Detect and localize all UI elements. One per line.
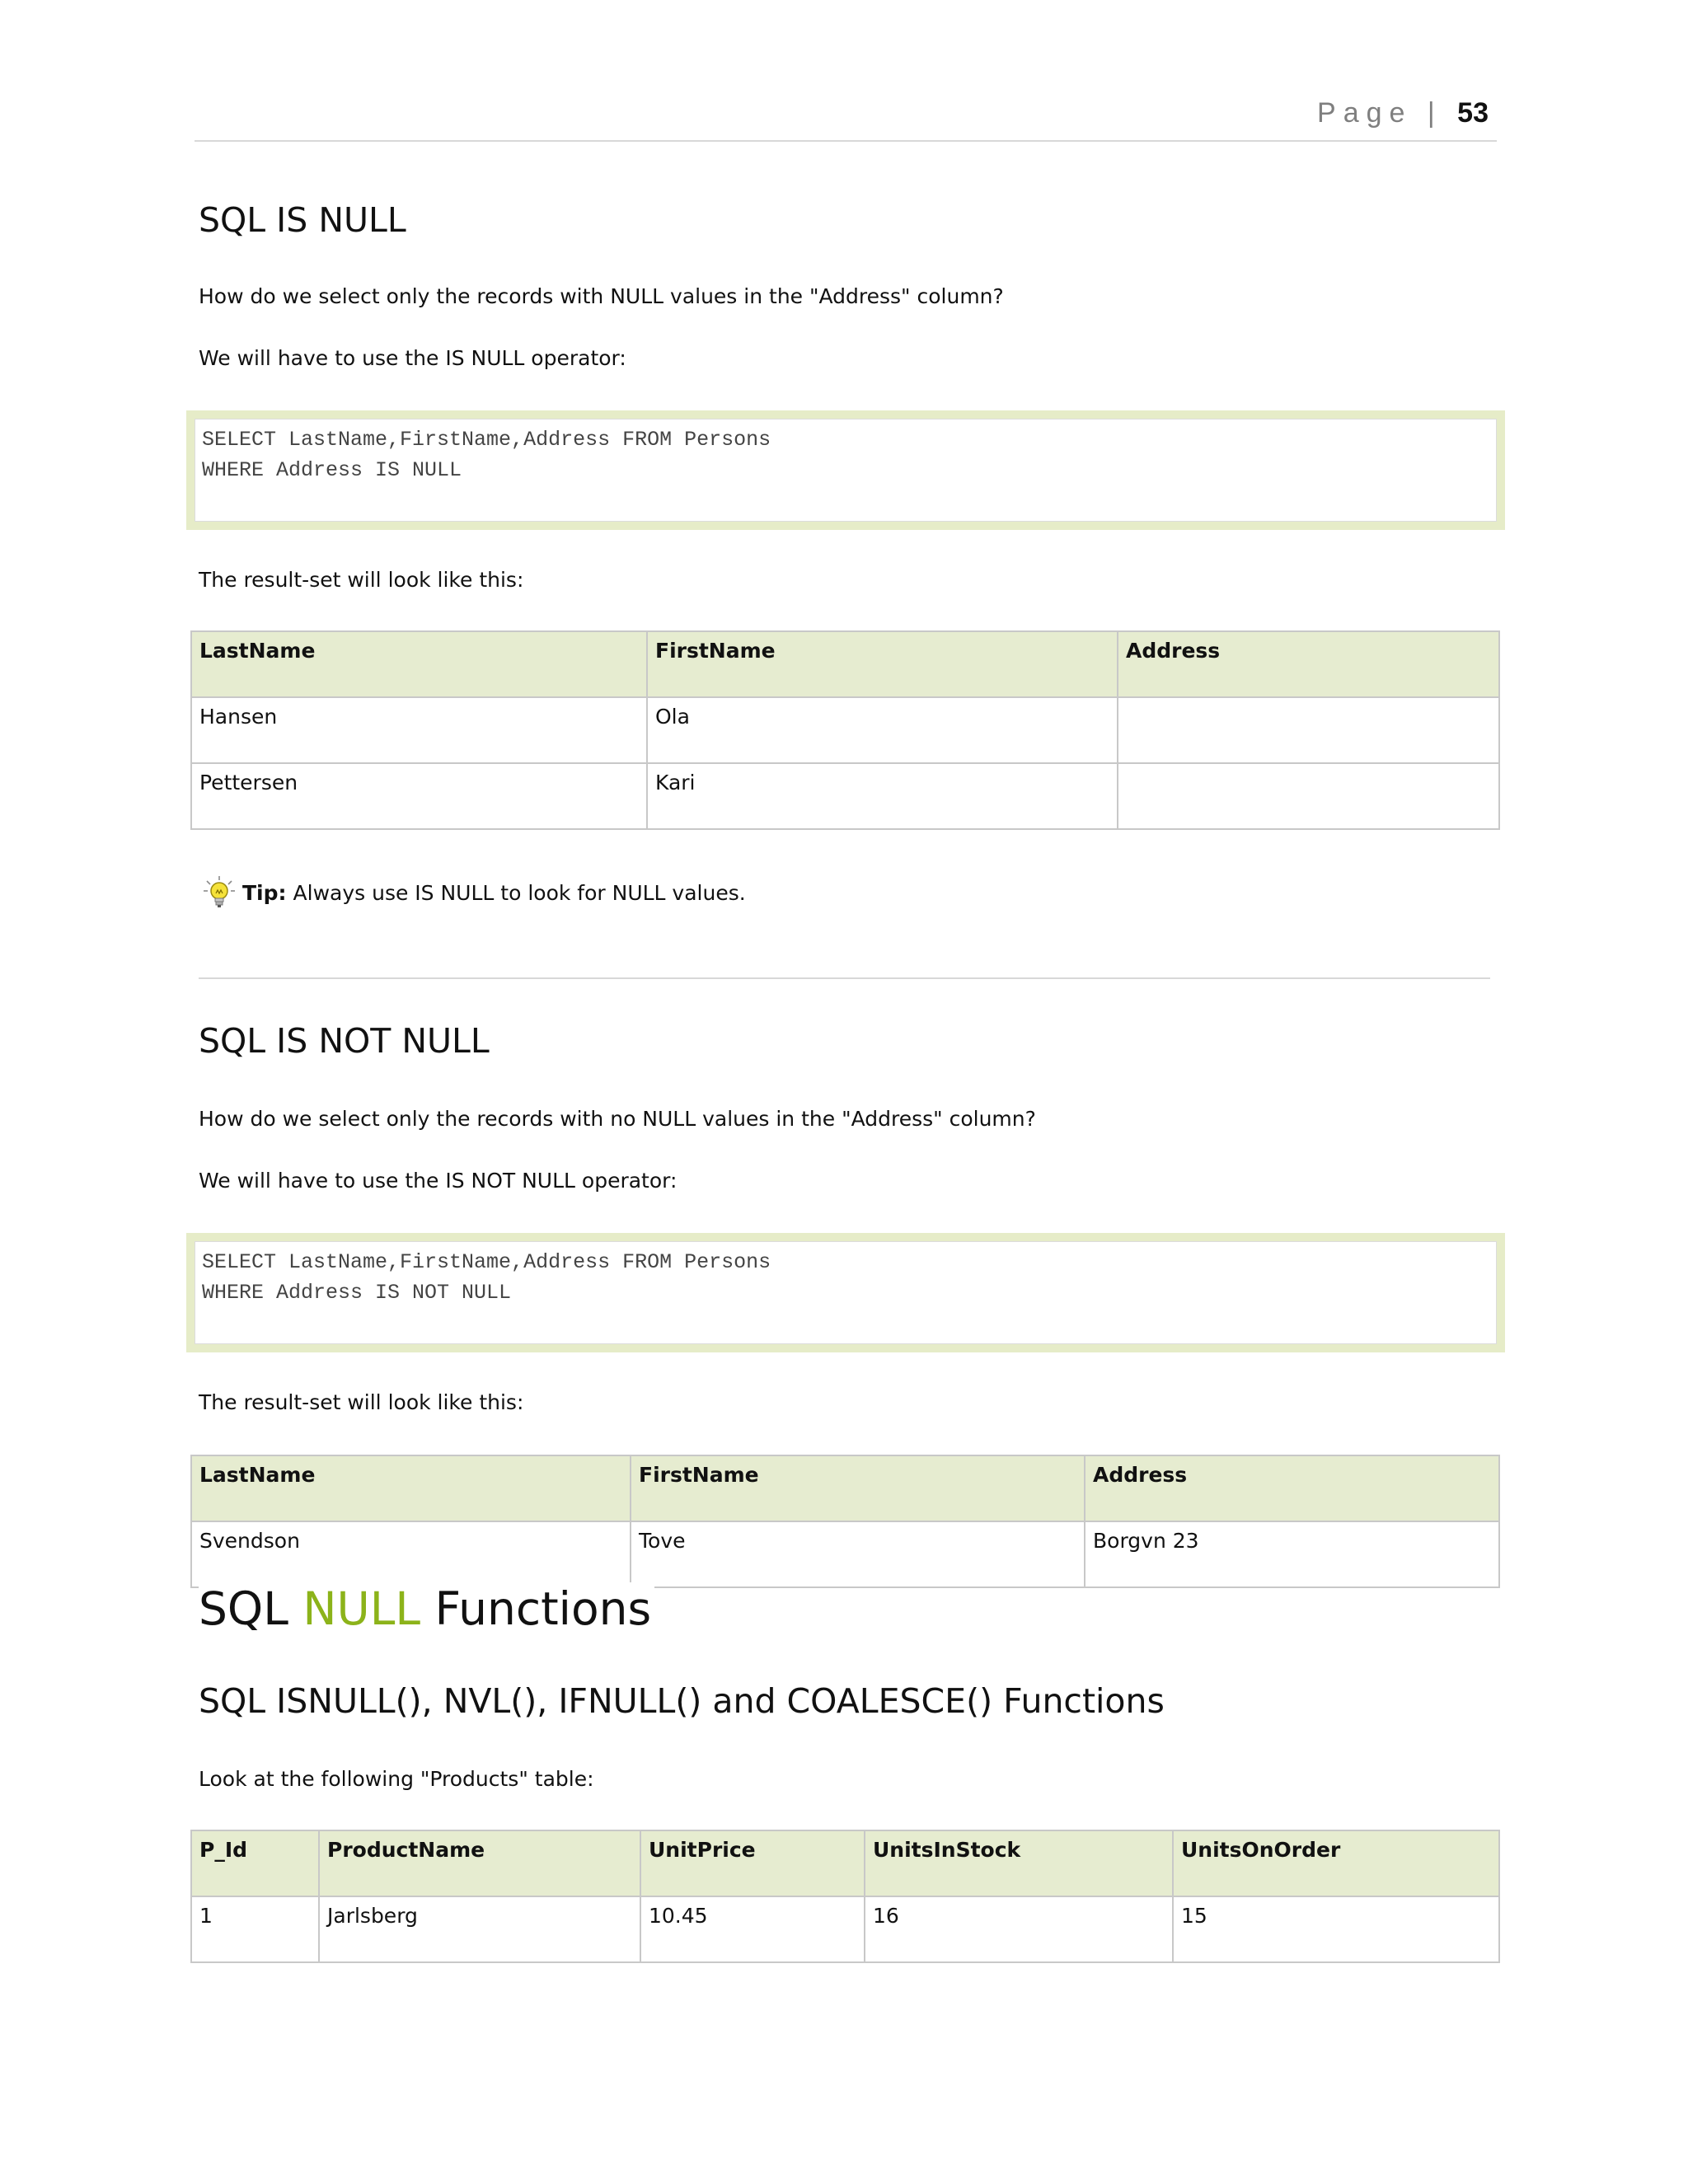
chapter-title-accent: NULL bbox=[302, 1582, 421, 1635]
column-header: FirstName bbox=[647, 631, 1118, 697]
page-number-label bbox=[1317, 97, 1489, 129]
tip-label: Tip: bbox=[242, 880, 287, 905]
table-header-row bbox=[191, 1830, 1499, 1896]
tip-text: Always use IS NULL to look for NULL values. bbox=[293, 880, 746, 905]
table-cell: 15 bbox=[1173, 1896, 1499, 1962]
code-block bbox=[195, 419, 1497, 522]
products-table bbox=[190, 1830, 1500, 1963]
code-line: WHERE Address IS NULL bbox=[202, 458, 462, 482]
table-cell: 16 bbox=[865, 1896, 1173, 1962]
page-word: Page bbox=[1317, 97, 1413, 129]
table-cell: Svendson bbox=[191, 1521, 631, 1587]
section-title-is-not-null: SQL IS NOT NULL bbox=[199, 1021, 490, 1061]
column-header: UnitsInStock bbox=[865, 1830, 1173, 1896]
functions-subtitle: SQL ISNULL(), NVL(), IFNULL() and COALESCE() Functions bbox=[199, 1681, 1165, 1721]
column-header: Address bbox=[1085, 1455, 1499, 1521]
table-cell bbox=[1118, 697, 1499, 763]
table-header-row bbox=[191, 631, 1499, 697]
code-line: WHERE Address IS NOT NULL bbox=[202, 1281, 512, 1305]
table-cell: Hansen bbox=[191, 697, 647, 763]
column-header: Address bbox=[1118, 631, 1499, 697]
code-line: SELECT LastName,FirstName,Address FROM Persons bbox=[202, 428, 771, 452]
table-row bbox=[191, 1521, 1499, 1587]
table-row bbox=[191, 1896, 1499, 1962]
table-cell bbox=[1118, 763, 1499, 829]
is-not-null-instruction: We will have to use the IS NOT NULL operator: bbox=[199, 1169, 678, 1193]
is-not-null-result-intro: The result-set will look like this: bbox=[199, 1390, 524, 1414]
page-header bbox=[195, 92, 1497, 142]
table-cell: Tove bbox=[631, 1521, 1085, 1587]
result-table-is-null bbox=[190, 630, 1500, 830]
table-cell: Jarlsberg bbox=[319, 1896, 640, 1962]
table-cell: 1 bbox=[191, 1896, 319, 1962]
chapter-title-part1: SQL bbox=[199, 1582, 288, 1635]
column-header: UnitPrice bbox=[640, 1830, 865, 1896]
result-table-is-not-null bbox=[190, 1455, 1500, 1588]
table-header-row bbox=[191, 1455, 1499, 1521]
chapter-title-part2: Functions bbox=[434, 1582, 652, 1635]
tip-note bbox=[203, 875, 746, 910]
section-title-is-null: SQL IS NULL bbox=[199, 200, 406, 240]
table-cell: 10.45 bbox=[640, 1896, 865, 1962]
table-cell: Pettersen bbox=[191, 763, 647, 829]
column-header: UnitsOnOrder bbox=[1173, 1830, 1499, 1896]
column-header: FirstName bbox=[631, 1455, 1085, 1521]
code-example-is-null bbox=[186, 410, 1505, 530]
table-row bbox=[191, 697, 1499, 763]
chapter-title bbox=[199, 1582, 654, 1635]
section-divider bbox=[199, 977, 1490, 979]
column-header: ProductName bbox=[319, 1830, 640, 1896]
page-number: 53 bbox=[1457, 97, 1489, 129]
is-not-null-question: How do we select only the records with no NULL values in the "Address" column? bbox=[199, 1107, 1036, 1131]
page-separator: | bbox=[1427, 97, 1442, 129]
table-cell: Kari bbox=[647, 763, 1118, 829]
code-line: SELECT LastName,FirstName,Address FROM Persons bbox=[202, 1250, 771, 1274]
code-block bbox=[195, 1241, 1497, 1344]
code-example-is-not-null bbox=[186, 1233, 1505, 1352]
column-header: LastName bbox=[191, 1455, 631, 1521]
table-cell: Borgvn 23 bbox=[1085, 1521, 1499, 1587]
column-header: LastName bbox=[191, 631, 647, 697]
is-null-question: How do we select only the records with NULL values in the "Address" column? bbox=[199, 284, 1004, 308]
is-null-result-intro: The result-set will look like this: bbox=[199, 568, 524, 592]
column-header: P_Id bbox=[191, 1830, 319, 1896]
table-cell: Ola bbox=[647, 697, 1118, 763]
lightbulb-icon bbox=[203, 875, 236, 910]
products-intro: Look at the following "Products" table: bbox=[199, 1767, 594, 1791]
table-row bbox=[191, 763, 1499, 829]
is-null-instruction: We will have to use the IS NULL operator: bbox=[199, 346, 626, 370]
